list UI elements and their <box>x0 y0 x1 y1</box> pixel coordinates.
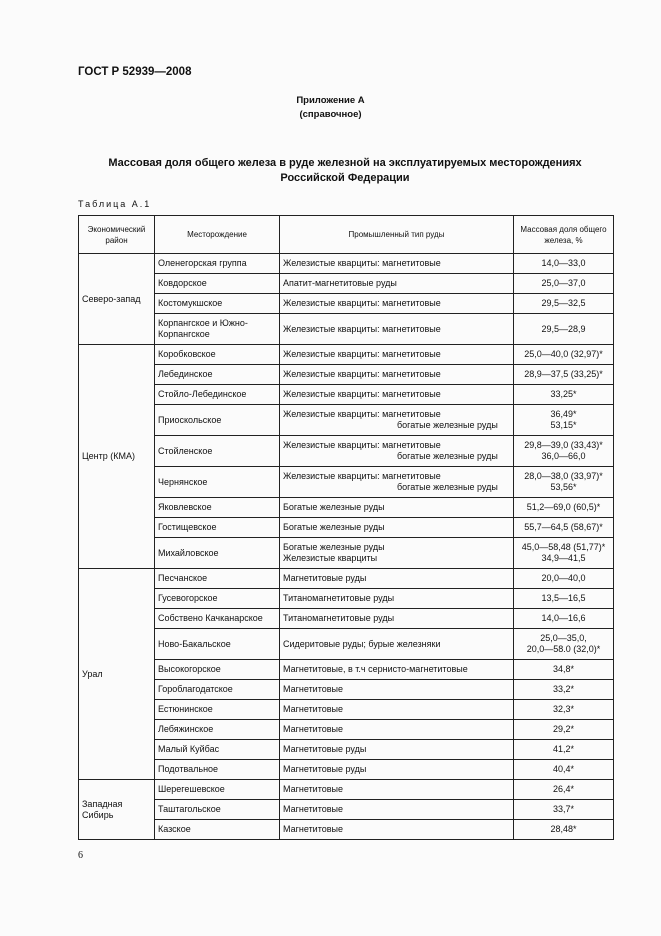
fe-share-cell <box>514 720 614 740</box>
fe-share-line: 40,4* <box>552 764 575 774</box>
fe-share-cell <box>514 740 614 760</box>
fe-share-line: 20,0—58.0 (32,0)* <box>526 644 601 654</box>
ore-type-cell <box>280 760 514 780</box>
table-row <box>79 780 614 800</box>
table-row <box>79 518 614 538</box>
fe-share-line: 33,7* <box>552 804 575 814</box>
fe-share-cell <box>514 385 614 405</box>
ore-type-cell <box>280 274 514 294</box>
deposit-cell: Коробковское <box>155 345 280 365</box>
table-row <box>79 720 614 740</box>
table-row <box>79 345 614 365</box>
deposit-cell: Лебединское <box>155 365 280 385</box>
ore-type-line: Железистые кварциты: магнетитовые <box>283 389 441 399</box>
table-row <box>79 254 614 274</box>
title-line-2: Российской Федерации <box>280 172 410 184</box>
ore-type-cell <box>280 740 514 760</box>
region-cell: Западная Сибирь <box>79 780 155 840</box>
ore-type-line: Магнетитовые руды <box>283 764 367 774</box>
table-row <box>79 629 614 660</box>
ore-type-cell <box>280 700 514 720</box>
fe-share-line: 25,0—37,0 <box>541 278 586 288</box>
table-row <box>79 274 614 294</box>
deposit-cell: Ново-Бакальское <box>155 629 280 660</box>
deposit-cell: Стойленское <box>155 436 280 467</box>
table-row <box>79 760 614 780</box>
ore-type-line: Богатые железные руды <box>283 502 385 512</box>
ore-type-line: Магнетитовые <box>283 804 343 814</box>
fe-share-cell <box>514 498 614 518</box>
deposit-cell: Гостищевское <box>155 518 280 538</box>
deposit-cell: Оленегорская группа <box>155 254 280 274</box>
appendix-heading <box>0 94 661 122</box>
ore-type-line: Титаномагнетитовые руды <box>283 593 395 603</box>
document-code: ГОСТ Р 52939—2008 <box>78 66 192 78</box>
fe-share-line: 36,49* <box>550 409 577 419</box>
fe-share-cell <box>514 405 614 436</box>
table-row <box>79 314 614 345</box>
ore-type-line: Железистые кварциты: магнетитовые <box>283 409 441 419</box>
appendix-title: Приложение А <box>296 95 365 106</box>
ore-type-line: богатые железные руды <box>397 420 498 430</box>
fe-share-cell <box>514 314 614 345</box>
table-row <box>79 294 614 314</box>
ore-type-line: Железистые кварциты <box>283 553 378 563</box>
fe-share-line: 25,0—35,0, <box>540 633 587 643</box>
fe-share-line: 33,25* <box>550 389 577 399</box>
table-row <box>79 405 614 436</box>
fe-share-line: 29,5—32,5 <box>541 298 586 308</box>
fe-share-cell <box>514 294 614 314</box>
fe-share-line: 53,56* <box>550 482 577 492</box>
ore-type-line: Железистые кварциты: магнетитовые <box>283 298 441 308</box>
region-cell: Урал <box>79 569 155 780</box>
table-row <box>79 680 614 700</box>
fe-share-cell <box>514 700 614 720</box>
table-row <box>79 498 614 518</box>
ore-type-line: Магнетитовые <box>283 824 343 834</box>
fe-share-line: 28,9—37,5 (33,25)* <box>524 369 603 379</box>
region-cell: Северо-запад <box>79 254 155 345</box>
deposits-table <box>78 215 614 840</box>
table-row <box>79 700 614 720</box>
fe-share-cell <box>514 680 614 700</box>
fe-share-line: 34,9—41,5 <box>541 553 586 563</box>
deposit-cell: Михайловское <box>155 538 280 569</box>
fe-share-line: 29,2* <box>552 724 575 734</box>
table-row <box>79 740 614 760</box>
ore-type-cell <box>280 609 514 629</box>
ore-type-line: Магнетитовые руды <box>283 744 367 754</box>
ore-type-line: Магнетитовые, в т.ч сернисто-магнетитовые <box>283 664 468 674</box>
fe-share-line: 36,0—66,0 <box>541 451 586 461</box>
table-label: Таблица А.1 <box>78 199 152 209</box>
deposit-cell: Таштагольское <box>155 800 280 820</box>
header-region: Экономический район <box>79 216 155 254</box>
fe-share-cell <box>514 538 614 569</box>
title-line-1: Массовая доля общего железа в руде железной на эксплуатируемых месторождениях <box>108 157 582 169</box>
fe-share-cell <box>514 760 614 780</box>
deposit-cell: Приоскольское <box>155 405 280 436</box>
fe-share-line: 28,48* <box>550 824 577 834</box>
fe-share-line: 28,0—38,0 (33,97)* <box>524 471 603 481</box>
deposit-cell: Собствено Качканарское <box>155 609 280 629</box>
ore-type-cell <box>280 405 514 436</box>
deposit-cell: Высокогорское <box>155 660 280 680</box>
fe-share-line: 13,5—16,5 <box>541 593 586 603</box>
fe-share-line: 53,15* <box>550 420 577 430</box>
ore-type-cell <box>280 254 514 274</box>
ore-type-line: Сидеритовые руды; бурые железняки <box>283 638 441 649</box>
ore-type-cell <box>280 538 514 569</box>
ore-type-line: Титаномагнетитовые руды <box>283 613 395 623</box>
fe-share-cell <box>514 660 614 680</box>
table-body <box>79 254 614 840</box>
table-row <box>79 385 614 405</box>
fe-share-cell <box>514 518 614 538</box>
deposit-cell: Чернянское <box>155 467 280 498</box>
ore-type-line: Богатые железные руды <box>283 522 385 532</box>
deposit-cell: Костомукшское <box>155 294 280 314</box>
deposit-cell: Яковлевское <box>155 498 280 518</box>
deposit-cell: Стойло-Лебединское <box>155 385 280 405</box>
ore-type-line: Магнетитовые <box>283 784 343 794</box>
table-row <box>79 569 614 589</box>
deposit-cell: Лебяжинское <box>155 720 280 740</box>
fe-share-cell <box>514 274 614 294</box>
deposit-cell: Казское <box>155 820 280 840</box>
ore-type-cell <box>280 680 514 700</box>
ore-type-line: Железистые кварциты: магнетитовые <box>283 349 441 359</box>
ore-type-cell <box>280 385 514 405</box>
ore-type-cell <box>280 780 514 800</box>
deposit-cell: Корпангское и Южно-Корпангское <box>155 314 280 345</box>
fe-share-cell <box>514 569 614 589</box>
appendix-subtitle: (справочное) <box>299 109 362 120</box>
header-fe-share: Массовая доля общего железа, % <box>514 216 614 254</box>
fe-share-cell <box>514 629 614 660</box>
deposit-cell: Ковдорское <box>155 274 280 294</box>
fe-share-line: 41,2* <box>552 744 575 754</box>
table-row <box>79 538 614 569</box>
ore-type-line: Богатые железные руды <box>283 542 385 552</box>
header-ore-type: Промышленный тип руды <box>280 216 514 254</box>
ore-type-line: богатые железные руды <box>397 482 498 492</box>
table-row <box>79 365 614 385</box>
fe-share-line: 20,0—40,0 <box>541 573 586 583</box>
ore-type-cell <box>280 629 514 660</box>
fe-share-line: 14,0—16,6 <box>541 613 586 623</box>
ore-type-cell <box>280 467 514 498</box>
fe-share-cell <box>514 365 614 385</box>
ore-type-cell <box>280 498 514 518</box>
fe-share-cell <box>514 345 614 365</box>
ore-type-line: Магнетитовые руды <box>283 573 367 583</box>
fe-share-cell <box>514 780 614 800</box>
table-row <box>79 660 614 680</box>
fe-share-cell <box>514 467 614 498</box>
deposit-cell: Песчанское <box>155 569 280 589</box>
fe-share-cell <box>514 254 614 274</box>
fe-share-cell <box>514 800 614 820</box>
fe-share-line: 32,3* <box>552 704 575 714</box>
ore-type-line: Железистые кварциты: магнетитовые <box>283 258 441 268</box>
ore-type-line: Железистые кварциты: магнетитовые <box>283 440 441 450</box>
ore-type-cell <box>280 720 514 740</box>
ore-type-cell <box>280 436 514 467</box>
fe-share-cell <box>514 820 614 840</box>
ore-type-line: Магнетитовые <box>283 704 343 714</box>
deposit-cell: Естюнинское <box>155 700 280 720</box>
deposit-cell: Гороблагодатское <box>155 680 280 700</box>
ore-type-line: Апатит-магнетитовые руды <box>283 278 397 288</box>
ore-type-cell <box>280 800 514 820</box>
table-row <box>79 436 614 467</box>
page-number: 6 <box>78 850 83 861</box>
ore-type-cell <box>280 569 514 589</box>
document-title <box>90 156 600 186</box>
fe-share-cell <box>514 609 614 629</box>
fe-share-line: 34,8* <box>552 664 575 674</box>
table-row <box>79 820 614 840</box>
fe-share-line: 33,2* <box>552 684 575 694</box>
fe-share-cell <box>514 589 614 609</box>
fe-share-line: 55,7—64,5 (58,67)* <box>524 522 603 532</box>
fe-share-line: 51,2—69,0 (60,5)* <box>526 502 601 512</box>
deposit-cell: Малый Куйбас <box>155 740 280 760</box>
ore-type-cell <box>280 820 514 840</box>
fe-share-line: 14,0—33,0 <box>541 258 586 268</box>
ore-type-cell <box>280 518 514 538</box>
table-row <box>79 589 614 609</box>
fe-share-line: 29,8—39,0 (33,43)* <box>524 440 603 450</box>
fe-share-line: 29,5—28,9 <box>541 323 586 334</box>
fe-share-cell <box>514 436 614 467</box>
header-deposit: Месторождение <box>155 216 280 254</box>
table-header-row <box>79 216 614 254</box>
fe-share-line: 25,0—40,0 (32,97)* <box>524 349 603 359</box>
ore-type-line: Железистые кварциты: магнетитовые <box>283 323 441 334</box>
ore-type-cell <box>280 660 514 680</box>
ore-type-line: Магнетитовые <box>283 724 343 734</box>
fe-share-line: 45,0—58,48 (51,77)* <box>521 542 606 552</box>
deposit-cell: Шерегешевское <box>155 780 280 800</box>
ore-type-cell <box>280 365 514 385</box>
ore-type-cell <box>280 345 514 365</box>
ore-type-line: богатые железные руды <box>397 451 498 461</box>
ore-type-cell <box>280 314 514 345</box>
ore-type-line: Железистые кварциты: магнетитовые <box>283 369 441 379</box>
table-row <box>79 800 614 820</box>
ore-type-cell <box>280 294 514 314</box>
deposit-cell: Подотвальное <box>155 760 280 780</box>
ore-type-line: Магнетитовые <box>283 684 343 694</box>
table-row <box>79 609 614 629</box>
table-row <box>79 467 614 498</box>
region-cell: Центр (КМА) <box>79 345 155 569</box>
ore-type-line: Железистые кварциты: магнетитовые <box>283 471 441 481</box>
deposit-cell: Гусевогорское <box>155 589 280 609</box>
fe-share-line: 26,4* <box>552 784 575 794</box>
ore-type-cell <box>280 589 514 609</box>
